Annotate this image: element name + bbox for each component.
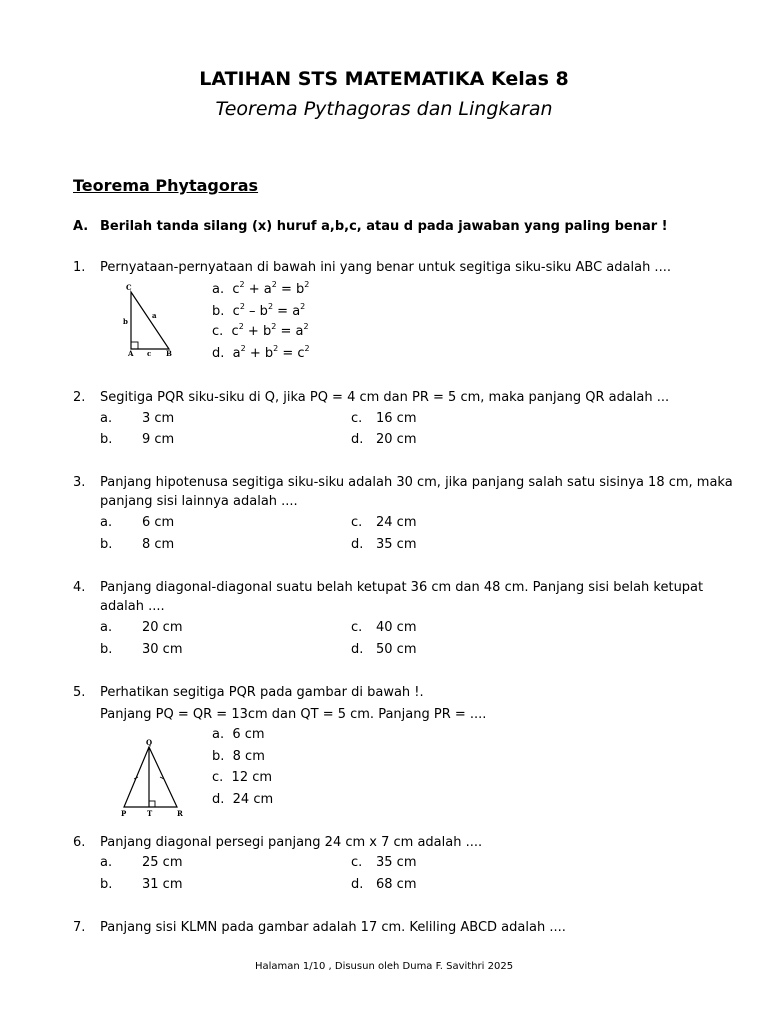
question-text: Pernyataan-pernyataan di bawah ini yang benar untuk segitiga siku-siku ABC adalah .... [100, 260, 671, 275]
option-d[interactable]: d. 24 cm [212, 792, 274, 807]
question-text-line-1: Panjang diagonal-diagonal suatu belah ketupat 36 cm dan 48 cm. Panjang sisi belah ketupat [100, 580, 704, 595]
question-text-line-1: Perhatikan segitiga PQR pada gambar di bawah !. [100, 685, 424, 700]
option-d-letter[interactable]: d. [351, 877, 364, 892]
option-d-text[interactable]: 50 cm [376, 642, 417, 657]
option-c[interactable]: c. $c^2 + b^2 = a^2$ [212, 321, 309, 339]
option-d-text[interactable]: 35 cm [376, 537, 417, 552]
question-text: Panjang sisi KLMN pada gambar adalah 17 cm. Keliling ABCD adalah .... [100, 920, 566, 935]
option-a[interactable]: a. $c^2 + a^2 = b^2$ [212, 279, 310, 297]
figure-label-t: T [147, 809, 153, 818]
option-b-letter[interactable]: b. [100, 642, 113, 657]
option-a-text[interactable]: 20 cm [142, 620, 183, 635]
figure-label-p: P [121, 809, 127, 818]
option-b-text[interactable]: 30 cm [142, 642, 183, 657]
option-a[interactable]: a. 6 cm [212, 727, 265, 742]
figure-label-b-side: b [123, 317, 128, 326]
option-c[interactable]: c. 12 cm [212, 770, 273, 785]
option-a-text[interactable]: 6 cm [142, 515, 175, 530]
question-text-line-2: Panjang PQ = QR = 13cm dan QT = 5 cm. Panjang PR = .... [100, 707, 487, 722]
option-c-text[interactable]: 35 cm [376, 855, 417, 870]
option-b-text[interactable]: 8 cm [142, 537, 175, 552]
option-formula: $c^2 + a^2 = b^2$ [232, 279, 310, 297]
option-a-text[interactable]: 3 cm [142, 411, 175, 426]
option-d-text[interactable]: 68 cm [376, 877, 417, 892]
figure-label-c-side: c [147, 349, 152, 358]
section-title: Teorema Phytagoras [73, 176, 259, 195]
option-a-letter[interactable]: a. [100, 620, 113, 635]
option-formula: $c^2 + b^2 = a^2$ [231, 321, 309, 339]
option-c-letter[interactable]: c. [351, 620, 363, 635]
option-c-text[interactable]: 24 cm [376, 515, 417, 530]
option-formula: $a^2 + b^2 = c^2$ [232, 343, 310, 361]
option-a-letter[interactable]: a. [100, 515, 113, 530]
option-c-text[interactable]: 40 cm [376, 620, 417, 635]
question-text-line-2: adalah .... [100, 599, 165, 614]
question-text-line-2: panjang sisi lainnya adalah .... [100, 494, 298, 509]
option-d-text[interactable]: 20 cm [376, 432, 417, 447]
option-formula: $c^2 - b^2 = a^2$ [232, 301, 306, 319]
option-b[interactable]: b. 8 cm [212, 749, 265, 764]
question-text: Segitiga PQR siku-siku di Q, jika PQ = 4 cm dan PR = 5 cm, maka panjang QR adalah ... [100, 390, 670, 405]
question-number: 3. [73, 475, 86, 490]
question-text-line-1: Panjang hipotenusa segitiga siku-siku adalah 30 cm, jika panjang salah satu sisinya 18 cm, maka [100, 475, 733, 490]
page-footer: Halaman 1/10 , Disusun oleh Duma F. Savithri 2025 [254, 961, 514, 972]
option-a-text[interactable]: 25 cm [142, 855, 183, 870]
question-number: 4. [73, 580, 86, 595]
figure-label-b-vertex: B [166, 349, 172, 358]
question-number: 2. [73, 390, 86, 405]
option-c-letter[interactable]: c. [351, 855, 363, 870]
option-c-text[interactable]: 16 cm [376, 411, 417, 426]
option-b-text[interactable]: 31 cm [142, 877, 183, 892]
figure-label-q: Q [146, 738, 153, 747]
option-b-text[interactable]: 9 cm [142, 432, 175, 447]
instruction-text: Berilah tanda silang (x) huruf a,b,c, atau d pada jawaban yang paling benar ! [100, 219, 668, 234]
question-number: 6. [73, 835, 86, 850]
option-c-letter[interactable]: c. [351, 411, 363, 426]
option-d-letter[interactable]: d. [351, 642, 364, 657]
option-b-letter[interactable]: b. [100, 877, 113, 892]
isosceles-triangle-pqr-figure [116, 737, 188, 819]
option-b-letter[interactable]: b. [100, 537, 113, 552]
question-text: Panjang diagonal persegi panjang 24 cm x 7 cm adalah .... [100, 835, 483, 850]
question-number: 7. [73, 920, 86, 935]
question-number: 1. [73, 260, 86, 275]
option-a-letter[interactable]: a. [100, 855, 113, 870]
option-a-letter[interactable]: a. [100, 411, 113, 426]
figure-label-r: R [177, 809, 183, 818]
figure-label-c-vertex: C [126, 283, 132, 292]
instruction-label: A. [73, 219, 89, 234]
option-b-letter[interactable]: b. [100, 432, 113, 447]
option-d-letter[interactable]: d. [351, 537, 364, 552]
figure-label-a-side: a [152, 311, 157, 320]
figure-label-a-vertex: A [128, 349, 134, 358]
option-d-letter[interactable]: d. [351, 432, 364, 447]
page-subtitle: Teorema Pythagoras dan Lingkaran [215, 98, 553, 120]
option-b[interactable]: b. $c^2 - b^2 = a^2$ [212, 301, 306, 319]
page-title: LATIHAN STS MATEMATIKA Kelas 8 [199, 68, 569, 90]
option-c-letter[interactable]: c. [351, 515, 363, 530]
right-triangle-abc-figure [116, 282, 178, 358]
option-d[interactable]: d. $a^2 + b^2 = c^2$ [212, 343, 310, 361]
question-number: 5. [73, 685, 86, 700]
